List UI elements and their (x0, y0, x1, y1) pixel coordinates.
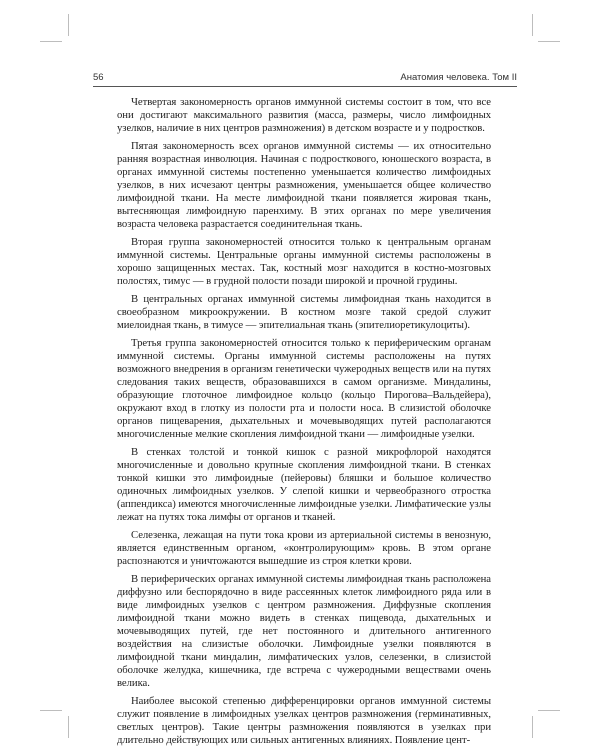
page-header (93, 72, 517, 86)
crop-mark (532, 14, 533, 36)
paragraph: Вторая группа закономерностей относится только к центральным органам иммунной системы. Центральные органы иммунной системы расположены в хорошо защищенных местах. Так, костный мозг находится в костно-мозговых полостях, тимус — в грудной полости позади широкой и прочной грудины. (117, 236, 491, 287)
crop-mark (40, 710, 62, 711)
paragraph: В стенках толстой и тонкой кишок с разной микрофлорой находятся многочисленные и довольно крупные скопления лимфоидной ткани. В стенках тонкой кишки это лимфоидные (пейеровы) бляшки и большое количество одиночных лимфоидных узелков. У слепой кишки и червеобразного отростка (аппендикса) имеются многочисленные лимфоидные узелки. Лимфатические узлы лежат на путях тока лимфы от органов и тканей. (117, 446, 492, 523)
paragraph: Пятая закономерность всех органов иммунной системы — их относительно ранняя возрастная инволюция. Начиная с подросткового, юношеского возраста, в органах иммунной системы постепенно уменьшается количество лимфоидных узелков, в них исчезают центры размножения, уменьшается общее количество лимфоидной ткани. На месте лимфоидной ткани появляется жировая ткань, вытесняющая лимфоидную паренхиму. В этих органах по мере увеличения возраста человека разрастается соединительная ткань. (117, 140, 491, 230)
crop-mark (538, 710, 560, 711)
header-rule (93, 86, 517, 87)
paragraph: В центральных органах иммунной системы лимфоидная ткань находится в своеобразном микроокружении. В костном мозге такой средой служит миелоидная ткань, в тимусе — эпителиальная ткань (эпителиоретикулоциты). (117, 293, 491, 331)
paragraph: Наиболее высокой степенью дифференцировки органов иммунной системы служит появление в лимфоидных узелках центров размножения (герминативных, светлых центров). Такие центры размножения появляются в узелках при длительно действующих или сильных антигенных влияниях. Появление цент- (117, 695, 491, 746)
page-number: 56 (93, 72, 104, 83)
crop-mark (68, 716, 69, 738)
body-text (117, 96, 491, 752)
crop-mark (532, 716, 533, 738)
paragraph: В периферических органах иммунной системы лимфоидная ткань расположена диффузно или беспорядочно в виде рассеянных клеток лимфоидного ряда или в виде лимфоидных узелков с центром размножения. Диффузные скопления лимфоидной ткани можно видеть в стенках пищевода, дыхательных и мочевыводящих путей, где нет постоянного и длительного антигенного воздействия на слизистые оболочки. Лимфоидные узелки появляются в лимфоидной ткани миндалин, лимфатических узлов, селезенки, в слизистой оболочке желудка, кишечника, где встреча с чужеродными веществами очень велика. (117, 573, 491, 689)
paragraph: Четвертая закономерность органов иммунной системы состоит в том, что все они достигают максимального развития (масса, размеры, число лимфоидных узелков, наличие в них центров размножения) в детском возрасте и у подростков. (117, 96, 491, 134)
paragraph: Третья группа закономерностей относится только к периферическим органам иммунной системы. Органы иммунной системы расположены на путях возможного внедрения в организм генетически чужеродных веществ или на путях следования таких веществ, образовавшихся в самом организме. Миндалины, образующие глоточное лимфоидное кольцо (кольцо Пирогова–Вальдейера), окружают вход в глотку из полости рта и полости носа. В слизистой оболочке органов пищеварения, дыхательных и мочевыводящих путей располагаются многочисленные мелкие скопления лимфоидной ткани — лимфоидные узелки. (117, 337, 491, 440)
crop-mark (538, 41, 560, 42)
running-title: Анатомия человека. Том II (400, 72, 517, 83)
paragraph: Селезенка, лежащая на пути тока крови из артериальной системы в венозную, является единственным органом, «контролирующим» кровь. В этом органе распознаются и уничтожаются вышедшие из строя клетки крови. (117, 529, 491, 567)
crop-mark (68, 14, 69, 36)
crop-mark (40, 41, 62, 42)
